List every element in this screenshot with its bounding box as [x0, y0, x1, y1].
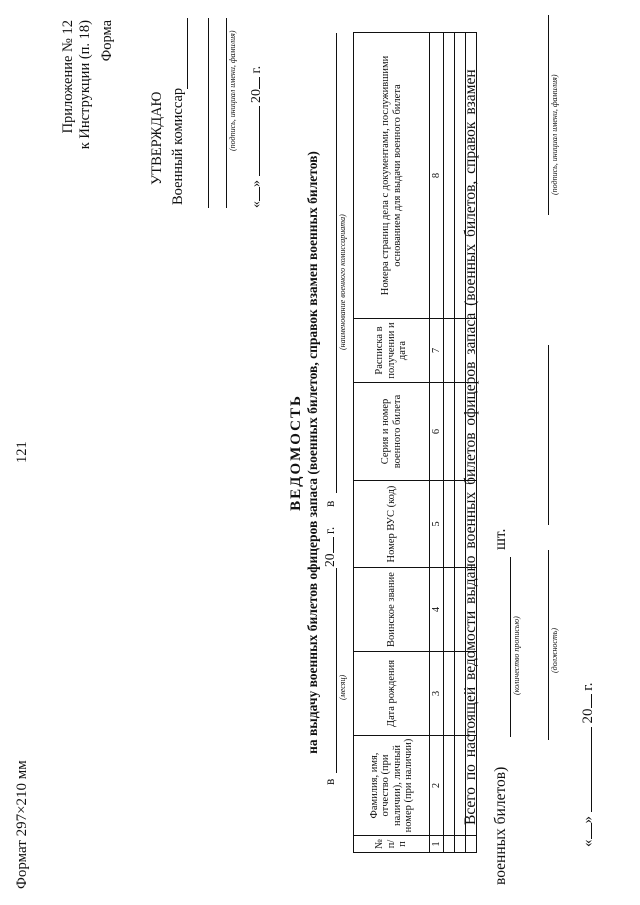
- footer-position-hint: (должность): [550, 627, 559, 673]
- page-number: 121: [14, 441, 30, 463]
- table-header-row: [354, 33, 430, 853]
- table-cell[interactable]: [444, 33, 455, 319]
- approval-heading: УТВЕРЖДАЮ: [149, 91, 165, 185]
- document-title: ВЕДОМОСТЬ: [288, 394, 304, 511]
- table-cell[interactable]: [444, 736, 455, 836]
- in-label-2: в: [322, 500, 337, 507]
- commissar-line: [187, 18, 188, 89]
- column-number: 8: [430, 33, 444, 319]
- issue-table: [353, 32, 477, 853]
- appendix-number: Приложение № 12: [60, 20, 76, 134]
- table-cell[interactable]: [444, 836, 455, 853]
- footer-signature-line-1: [548, 345, 549, 525]
- footer-position-line: [548, 550, 549, 740]
- column-number-row: [430, 33, 444, 853]
- footer-signature-hint: (подпись, инициал имени, фамилия): [550, 74, 559, 195]
- column-number: 4: [430, 568, 444, 652]
- table-cell[interactable]: [444, 652, 455, 736]
- month-hint: (месяц): [338, 674, 347, 700]
- approval-signature-hint: (подпись, инициал имени, фамилия): [228, 30, 237, 151]
- column-number: 3: [430, 652, 444, 736]
- commissariat-hint: (наименование военного комиссариата): [338, 214, 347, 350]
- column-number: 1: [430, 836, 444, 853]
- appendix-block: [60, 20, 94, 149]
- table-cell[interactable]: [444, 568, 455, 652]
- column-number: 6: [430, 383, 444, 481]
- table-row: [444, 33, 455, 853]
- appendix-instruction: к Инструкции (п. 18): [77, 20, 93, 150]
- format-note: Формат 297×210 мм: [14, 760, 30, 889]
- footer-date: «» 20 г.: [580, 682, 596, 847]
- in-label: в: [322, 778, 337, 785]
- year-field: 20 г.: [322, 526, 337, 567]
- column-header: Серия и номер военного билета: [354, 383, 430, 481]
- month-line: [336, 568, 337, 773]
- column-header: Номера страниц дела с документами, послужившими основанием для выдачи военного билета: [354, 33, 430, 319]
- column-header: Расписка в получении и дата: [354, 319, 430, 383]
- column-header: Номер ВУС (код): [354, 481, 430, 568]
- column-header: Воинское звание: [354, 568, 430, 652]
- column-header: Дата рождения: [354, 652, 430, 736]
- table-cell[interactable]: [444, 319, 455, 383]
- approval-date: «» 20 г.: [249, 65, 264, 208]
- total-unit: шт.: [492, 528, 509, 550]
- total-count-hint: (количество прописью): [512, 616, 521, 695]
- total-count-line: [510, 557, 511, 737]
- total-statement-end: военных билетов): [492, 766, 509, 885]
- footer-signature-line-2: [548, 15, 549, 215]
- column-header: № п/п: [354, 836, 430, 853]
- column-number: 7: [430, 319, 444, 383]
- column-number: 2: [430, 736, 444, 836]
- table-cell[interactable]: [444, 481, 455, 568]
- document-subtitle: на выдачу военных билетов офицеров запаса (военных билетов, справок взамен военных билетов): [305, 151, 320, 754]
- table-cell[interactable]: [466, 836, 477, 853]
- column-header: Фамилия, имя, отчество (при наличии), личный номер (при наличии): [354, 736, 430, 836]
- commissar-label: Военный комиссар: [170, 87, 186, 205]
- total-statement: Всего по настоящей ведомости выдано военных билетов офицеров запаса (военных билетов, справок взамен: [462, 69, 479, 825]
- approval-signature-line: [226, 18, 227, 208]
- table-cell[interactable]: [444, 383, 455, 481]
- column-number: 5: [430, 481, 444, 568]
- approval-line-2: [208, 18, 209, 208]
- form-label: Форма: [99, 20, 115, 62]
- table-cell[interactable]: [455, 836, 466, 853]
- commissariat-line: [336, 33, 337, 493]
